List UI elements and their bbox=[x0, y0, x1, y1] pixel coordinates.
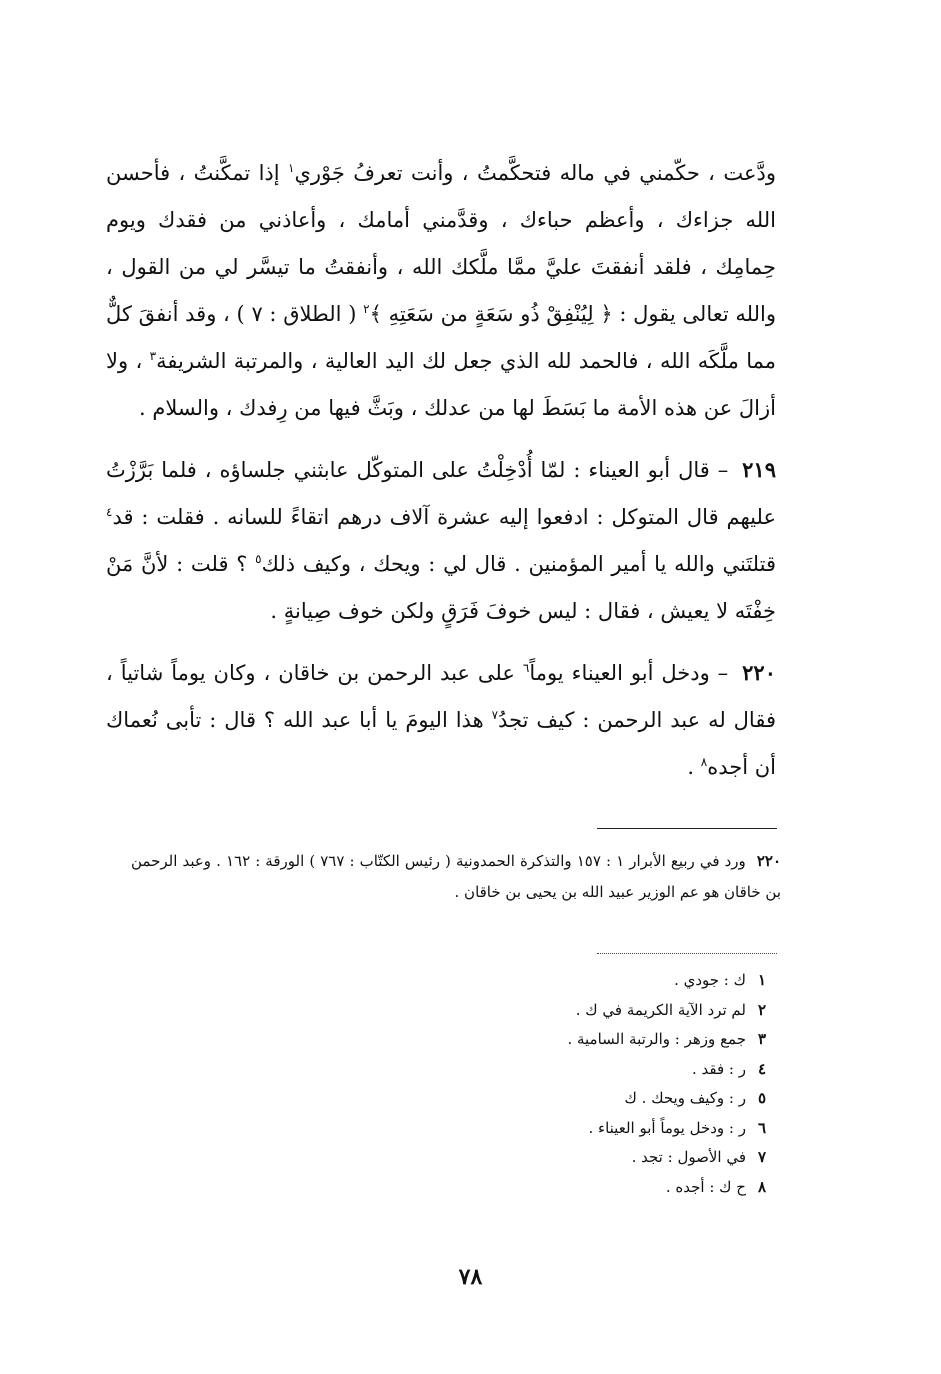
body-text bbox=[106, 150, 776, 797]
footnote-item bbox=[346, 1084, 766, 1114]
footnote-marker: ٦ bbox=[522, 661, 530, 675]
footnote-item bbox=[346, 1173, 766, 1203]
anecdote-number: ٢١٩ bbox=[742, 457, 776, 482]
notes-divider bbox=[597, 828, 777, 829]
footnote-marker: ٧ bbox=[491, 708, 499, 722]
footnotes-divider bbox=[597, 953, 777, 954]
footnote-text: ر : ودخل يوماً أبو العيناء . bbox=[588, 1118, 746, 1137]
footnote-number: ٨ bbox=[757, 1177, 766, 1196]
footnote-text: في الأصول : تجد . bbox=[631, 1148, 746, 1166]
footnote-item bbox=[346, 1025, 766, 1055]
paragraph-219 bbox=[106, 446, 776, 635]
footnote-text: ك : جودي . bbox=[674, 971, 746, 989]
footnote-item bbox=[346, 966, 766, 996]
footnote-text: ر : وكيف ويحك . ك bbox=[624, 1089, 746, 1107]
text-run: إذا تمكَّنتُ ، فأحسن الله جزاءك ، وأعظم حباءك ، وقدَّمني أمامك ، وأعاذني من فقدك ويوم حِمامِك ، فلقد أنفقتَ عليَّ ممَّا ملَّكك الله ، وأنفقتُ ما تيسَّر لي من القول ، والله تعالى يقول : ﴿ لِيُنْفِقْ ذُو سَعَةٍ من سَعَتِهِ ﴾ bbox=[106, 161, 776, 326]
footnote-marker: ٢ bbox=[363, 302, 370, 316]
footnotes-list bbox=[346, 966, 766, 1202]
footnote-number: ٢ bbox=[757, 1000, 766, 1019]
text-run: هذا اليومَ يا أبا عبد الله ؟ قال : تأبى نُعماك أن أجده bbox=[106, 708, 776, 779]
source-note-number: ٢٢٠ bbox=[756, 852, 782, 870]
paragraph-220 bbox=[106, 649, 776, 791]
source-note-text: ورد في ربيع الأبرار ١ : ١٥٧ والتذكرة الحمدونية ( رئيس الكتّاب : ٧٦٧ ) الورقة : ١٦٢ . وعبد الرحمن بن خاقان هو عم الوزير عبيد الله بن يحيى بن خاقان . bbox=[131, 852, 781, 901]
footnote-marker: ٣ bbox=[149, 349, 157, 363]
footnote-text: لم ترد الآية الكريمة في ك . bbox=[575, 1000, 746, 1019]
footnote-number: ٦ bbox=[757, 1118, 766, 1137]
footnote-item bbox=[346, 996, 766, 1026]
footnote-item bbox=[346, 1143, 766, 1173]
footnote-marker: ٨ bbox=[700, 755, 708, 769]
footnote-number: ٧ bbox=[757, 1148, 766, 1166]
text-run: ؟ قلت : لأنَّ مَنْ خِفْتَه لا يعيش ، فقال : ليس خوفَ فَرَقٍ ولكن خوف صِيانةٍ . bbox=[106, 552, 776, 623]
page-number: ٧٨ bbox=[458, 1264, 483, 1290]
text-run: ( الطلاق : ٧ ) ، وقد أنفقَ كلٌّ مما ملَّكَه الله ، فالحمد لله الذي جعل لك اليد العالية ، والمرتبة الشريفة bbox=[106, 302, 777, 373]
footnote-number: ٤ bbox=[757, 1059, 766, 1078]
text-run: قتلتَني والله يا أمير المؤمنين . قال لي : ويحك ، وكيف ذلك bbox=[261, 552, 776, 576]
footnote-number: ٥ bbox=[757, 1089, 766, 1107]
footnote-text: جمع وزهر : والرتبة السامية . bbox=[567, 1030, 746, 1048]
text-run: على عبد الرحمن بن خاقان ، وكان يوماً شاتياً ، فقال له عبد الرحمن : كيف تجدُ bbox=[106, 661, 776, 732]
footnote-marker: ٤ bbox=[106, 505, 113, 519]
footnote-text: ح ك : أجده . bbox=[665, 1177, 746, 1196]
footnote-item bbox=[346, 1114, 766, 1144]
footnote-number: ١ bbox=[757, 971, 766, 989]
footnote-marker: ٥ bbox=[255, 552, 262, 566]
text-run: ودَّعت ، حكّمني في ماله فتحكَّمتُ ، وأنت تعرفُ جَوْري bbox=[294, 161, 776, 185]
anecdote-number: ٢٢٠ bbox=[742, 660, 776, 685]
text-run: – ودخل أبو العيناء يوماً bbox=[529, 661, 729, 685]
text-run: ، ولا أزالَ عن هذه الأمة ما بَسَطَ لها من عدلك ، وبَثَّ فيها من رِفدك ، والسلام . bbox=[106, 349, 776, 420]
paragraph-letter-end bbox=[106, 150, 776, 432]
text-run: . bbox=[687, 755, 695, 779]
footnote-text: ر : فقد . bbox=[691, 1059, 746, 1078]
source-note bbox=[131, 846, 781, 908]
footnote-item bbox=[346, 1055, 766, 1085]
footnote-number: ٣ bbox=[757, 1030, 766, 1048]
text-run: – قال أبو العيناء : لمّا أُدْخِلْتُ على المتوكّل عابثني جلساؤه ، فلما بَرَّزْتُ عليهم قال المتوكل : ادفعوا إليه عشرة آلاف درهم اتقاءً للسانه . فقلت : قد bbox=[106, 458, 776, 529]
footnote-marker: ١ bbox=[288, 161, 295, 175]
